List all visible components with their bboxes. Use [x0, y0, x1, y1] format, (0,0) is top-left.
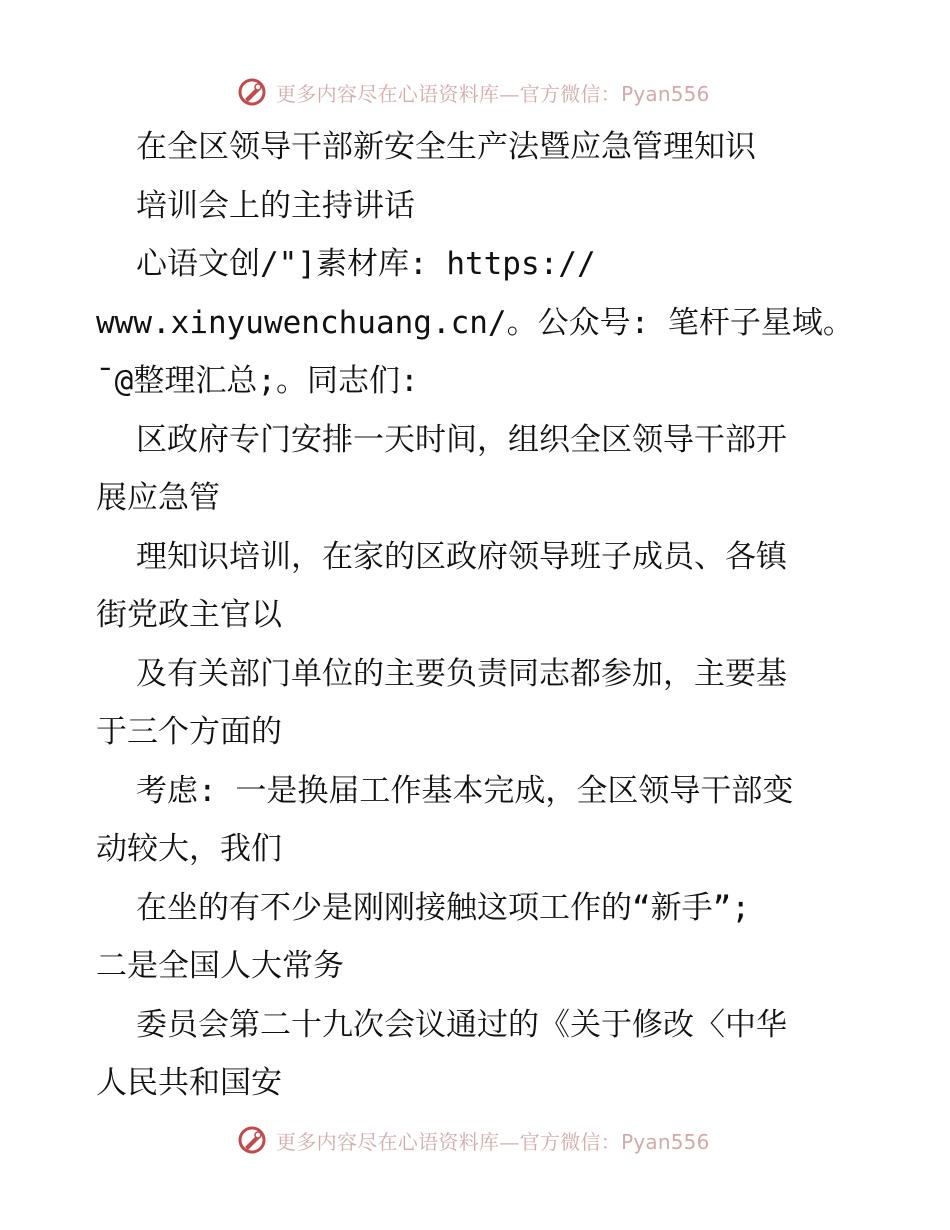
- header-banner: [236, 72, 756, 112]
- body-line: 理知识培训，在家的区政府领导班子成员、各镇: [136, 538, 787, 575]
- body-line: www.xinyuwenchuang.cn/。公众号: 笔杆子星域。: [96, 304, 854, 341]
- header-banner-text: [276, 78, 710, 107]
- footer-banner-id: Pyan556: [621, 1129, 710, 1154]
- body-line: ¯@整理汇总;。同志们:: [96, 363, 419, 399]
- body-line: 动较大，我们: [96, 831, 282, 867]
- pen-nib-logo-icon: [236, 76, 268, 108]
- body-line: 在坐的有不少是刚刚接触这项工作的“新手”;: [136, 889, 750, 926]
- body-line: 委员会第二十九次会议通过的《关于修改〈中华: [136, 1006, 787, 1043]
- document-title-line-2: 培训会上的主持讲话: [136, 187, 415, 224]
- header-banner-id: Pyan556: [621, 81, 710, 106]
- body-line: 心语文创/"]素材库: https://: [136, 246, 596, 282]
- body-line: 人民共和国安: [96, 1065, 282, 1101]
- footer-banner-text: [276, 1126, 710, 1155]
- document-content: [96, 118, 856, 1113]
- document-title-line-1: 在全区领导干部新安全生产法暨应急管理知识: [136, 129, 756, 165]
- body-line: 展应急管: [96, 480, 220, 516]
- body-line: 区政府专门安排一天时间，组织全区领导干部开: [136, 421, 787, 458]
- footer-banner-label: 更多内容尽在心语资料库—官方微信：: [276, 1129, 622, 1154]
- header-banner-label: 更多内容尽在心语资料库—官方微信：: [276, 81, 622, 106]
- body-line: 及有关部门单位的主要负责同志都参加，主要基: [136, 655, 787, 692]
- body-line: 于三个方面的: [96, 714, 282, 750]
- body-line: 街党政主官以: [96, 597, 282, 633]
- body-line: 二是全国人大常务: [96, 948, 344, 984]
- footer-banner: [236, 1120, 756, 1160]
- body-line: 考虑: 一是换届工作基本完成，全区领导干部变: [136, 772, 794, 809]
- pen-nib-logo-icon: [236, 1124, 268, 1156]
